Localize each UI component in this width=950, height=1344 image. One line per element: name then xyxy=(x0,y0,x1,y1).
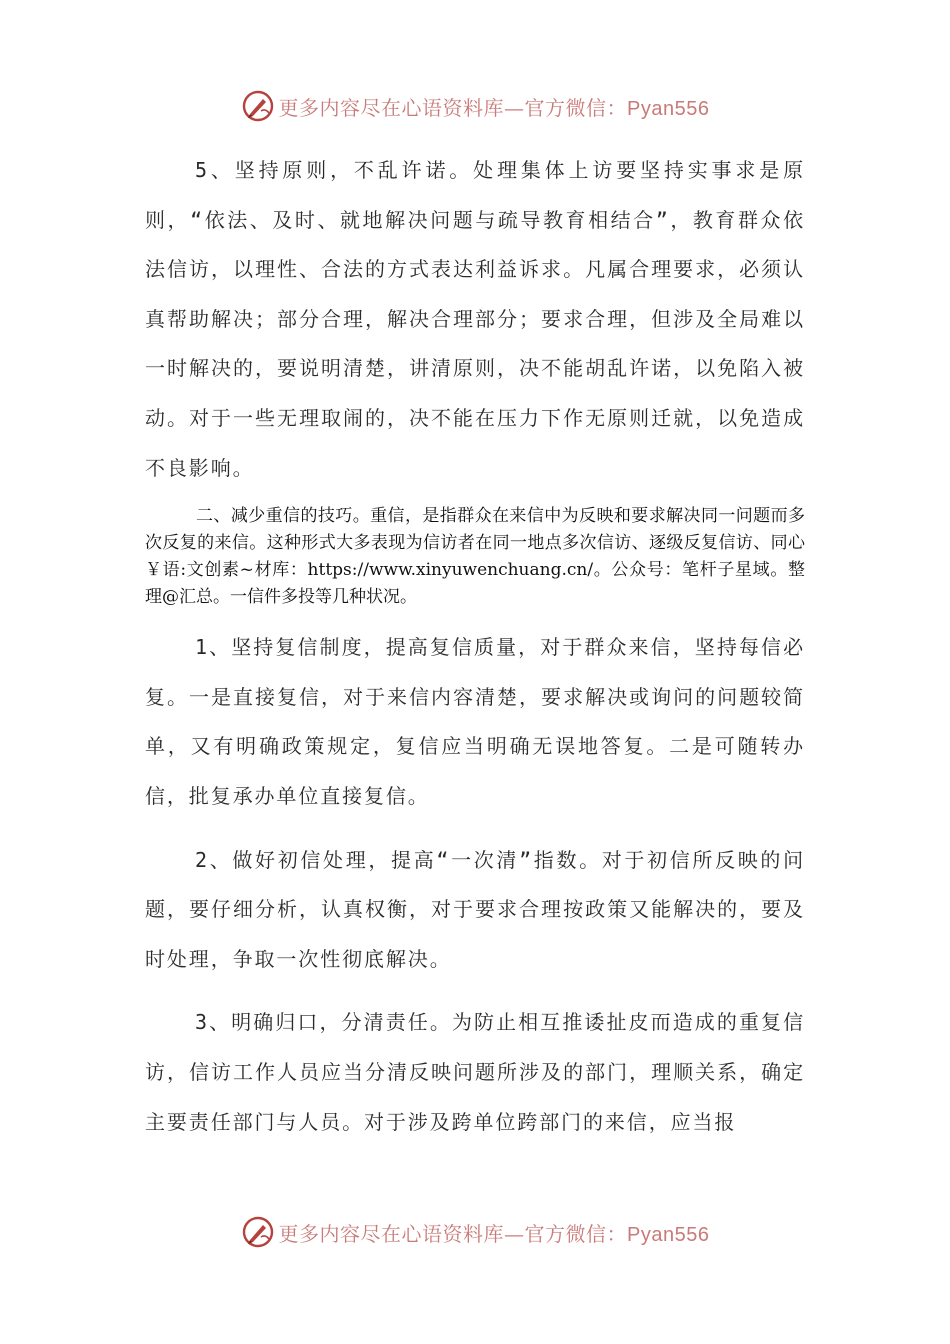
paragraph-1: 5、坚持原则，不乱许诺。处理集体上访要坚持实事求是原则，“依法、及时、就地解决问题与疏导教育相结合”，教育群众依法信访，以理性、合法的方式表达利益诉求。凡属合理要求，必须认真帮助解决；部分合理，解决合理部分；要求合理，但涉及全局难以一时解决的，要说明清楚，讲清原则，决不能胡乱许诺，以免陷入被动。对于一些无理取闹的，决不能在压力下作无原则迁就，以免造成不良影响。 xyxy=(145,158,805,480)
paragraph-2: 二、减少重信的技巧。重信，是指群众在来信中为反映和要求解决同一问题而多次反复的来信。这种形式大多表现为信访者在同一地点多次信访、逐级反复信访、同心￥语:文创素~材库：https://www.xinyuwenchuang.cn/。公众号：笔杆子星域。整理@汇总。一信件多投等几种状况。 xyxy=(145,506,805,608)
footer-banner-text: 更多内容尽在心语资料库—官方微信：Pyan556 xyxy=(278,1221,710,1246)
paragraph-4: 2、做好初信处理，提高“一次清”指数。对于初信所反映的问题，要仔细分析，认真权衡，对于要求合理按政策又能解决的，要及时处理，争取一次性彻底解决。 xyxy=(145,847,805,971)
header-wechat-id: Pyan556 xyxy=(627,97,710,120)
footer-wechat-id: Pyan556 xyxy=(627,1223,710,1246)
paragraph-5: 3、明确归口，分清责任。为防止相互推诿扯皮而造成的重复信访，信访工作人员应当分清反映问题所涉及的部门，理顺关系，确定主要责任部门与人员。对于涉及跨单位跨部门的来信，应当报 xyxy=(145,1010,805,1134)
header-banner xyxy=(0,86,950,126)
pen-logo-icon xyxy=(241,89,275,123)
header-banner-text: 更多内容尽在心语资料库—官方微信：Pyan556 xyxy=(278,95,710,120)
footer-banner xyxy=(0,1212,950,1252)
pen-logo-icon xyxy=(241,1215,275,1249)
paragraph-3: 1、坚持复信制度，提高复信质量，对于群众来信，坚持每信必复。一是直接复信，对于来信内容清楚，要求解决或询问的问题较简单，又有明确政策规定，复信应当明确无误地答复。二是可随转办信，批复承办单位直接复信。 xyxy=(145,635,805,808)
document-body xyxy=(145,146,805,1147)
